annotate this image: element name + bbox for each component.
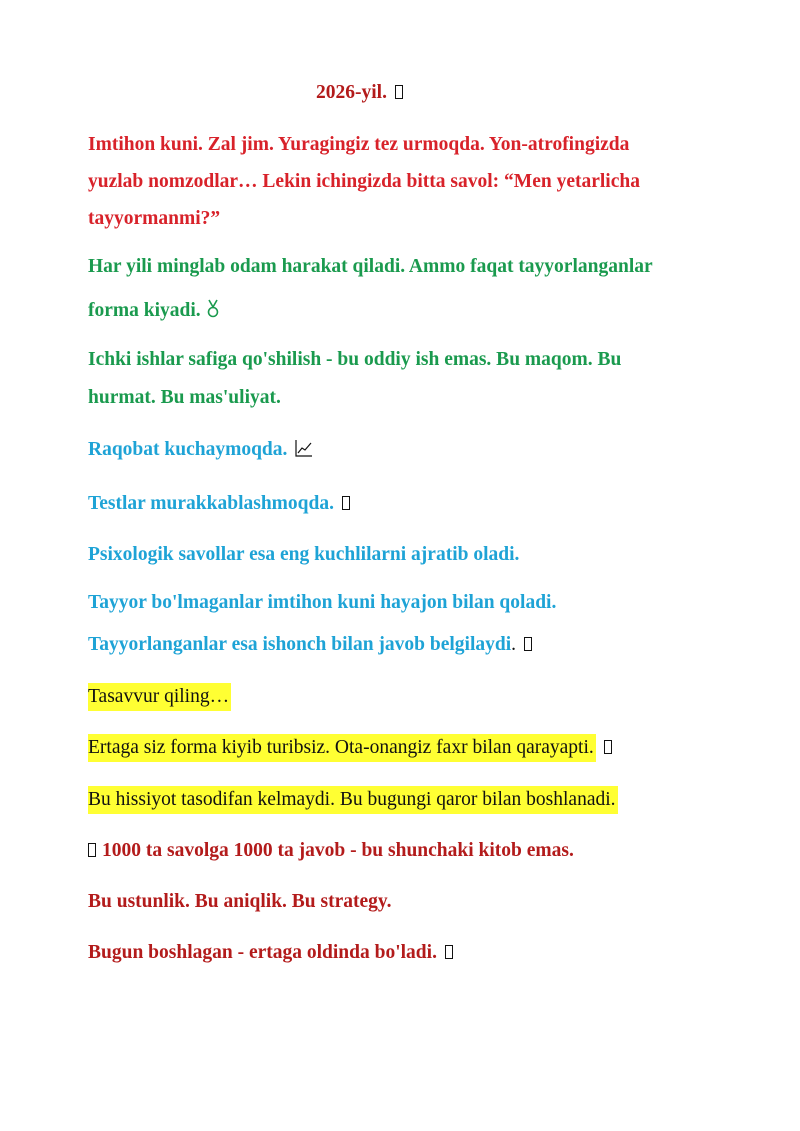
- green-line-4: hurmat. Bu mas'uliyat.: [88, 387, 281, 408]
- closing-line-1: 1000 ta savolga 1000 ta javob - bu shunchaki kitob emas.: [88, 841, 574, 861]
- missing-glyph-icon: [342, 496, 350, 510]
- green-line-2: forma kiyadi.: [88, 299, 219, 321]
- missing-glyph-icon: [524, 637, 532, 651]
- missing-glyph-icon: [395, 85, 403, 99]
- cyan-line-4: Tayyor bo'lmaganlar imtihon kuni hayajon bilan qoladi.: [88, 592, 557, 613]
- medal-icon: [207, 299, 219, 319]
- cyan-line-1: Raqobat kuchaymoqda.: [88, 439, 313, 460]
- intro-line-3: tayyormanmi?”: [88, 208, 221, 229]
- intro-line-2: yuzlab nomzodlar… Lekin ichingizda bitta savol: “Men yetarlicha: [88, 171, 640, 192]
- missing-glyph-icon: [604, 740, 612, 754]
- highlight-line-2: Ertaga siz forma kiyib turibsiz. Ota-onangiz faxr bilan qarayapti.: [88, 738, 612, 758]
- chart-increasing-icon: [295, 439, 313, 457]
- cyan-line-2: Testlar murakkablashmoqda.: [88, 494, 350, 514]
- missing-glyph-icon: [445, 945, 453, 959]
- highlight-line-3: Bu hissiyot tasodifan kelmaydi. Bu bugungi qaror bilan boshlanadi.: [88, 790, 618, 810]
- year-heading: 2026-yil.: [316, 83, 403, 103]
- green-line-1: Har yili minglab odam harakat qiladi. Ammo faqat tayyorlanganlar: [88, 256, 653, 277]
- green-line-3: Ichki ishlar safiga qo'shilish - bu oddiy ish emas. Bu maqom. Bu: [88, 349, 622, 370]
- cyan-line-5: Tayyorlanganlar esa ishonch bilan javob belgilaydi.: [88, 635, 532, 655]
- closing-line-3: Bugun boshlagan - ertaga oldinda bo'ladi.: [88, 943, 453, 963]
- highlight-line-1: Tasavvur qiling…: [88, 687, 231, 707]
- intro-line-1: Imtihon kuni. Zal jim. Yuragingiz tez urmoqda. Yon-atrofingizda: [88, 134, 630, 155]
- cyan-line-3: Psixologik savollar esa eng kuchlilarni ajratib oladi.: [88, 544, 520, 565]
- missing-glyph-icon: [88, 843, 96, 857]
- closing-line-2: Bu ustunlik. Bu aniqlik. Bu strategy.: [88, 891, 392, 912]
